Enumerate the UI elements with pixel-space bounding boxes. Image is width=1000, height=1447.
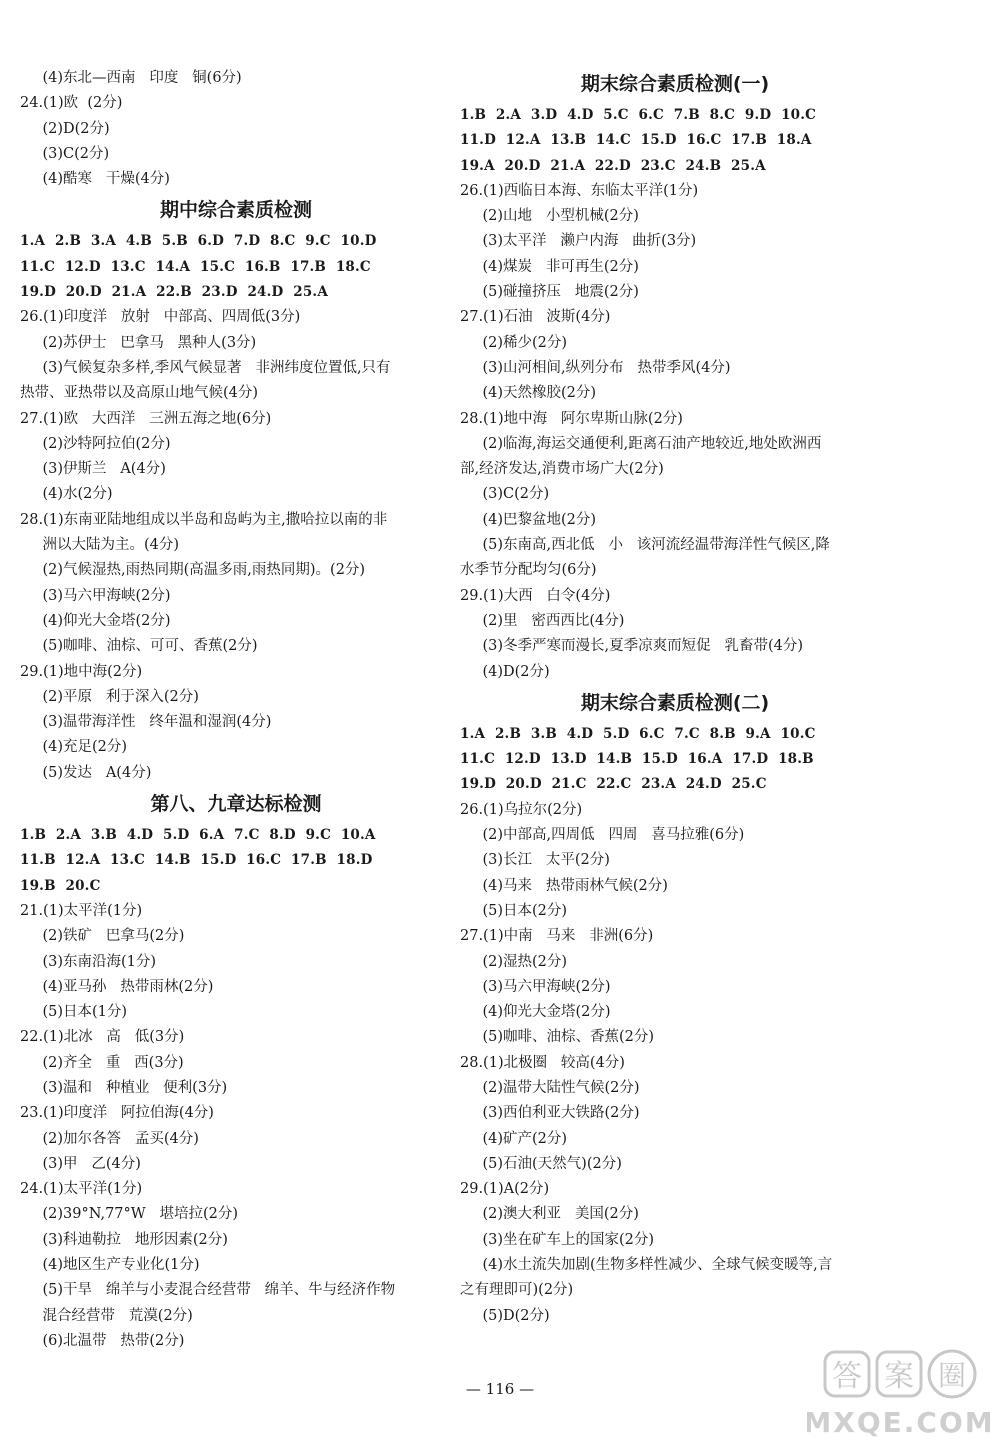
answer-key-row: 1.B 2.A 3.D 4.D 5.C 6.C 7.B 8.C 9.D 10.C — [460, 107, 817, 123]
watermark-graphic — [807, 1346, 992, 1441]
answer-line: (5)日本(1分) — [42, 1004, 128, 1021]
answer-line: (2)齐全 重 西(3分) — [42, 1054, 184, 1071]
question-line: 28.(1)北极圈 较高(4分) — [460, 1054, 625, 1071]
answer-key-row: 1.B 2.A 3.B 4.D 5.D 6.A 7.C 8.D 9.C 10.A — [20, 827, 376, 844]
question-line: 热带、亚热带以及高原山地气候(4分) — [20, 385, 259, 402]
question-line: 22.(1)北冰 高 低(3分) — [20, 1029, 185, 1046]
question-line: 29.(1)大西 白令(4分) — [460, 587, 611, 604]
answer-line: (5)日本(2分) — [482, 902, 568, 919]
answer-line: (6)北温带 热带(2分) — [42, 1332, 185, 1349]
question-line: 26.(1)乌拉尔(2分) — [460, 801, 583, 818]
answer-line: (3)伊斯兰 A(4分) — [42, 461, 166, 478]
question-line: 28.(1)地中海 阿尔卑斯山脉(2分) — [460, 410, 683, 427]
answer-line: (3)温和 种植业 便利(3分) — [42, 1079, 228, 1096]
question-line: 26.(1)西临日本海、东临太平洋(1分) — [460, 182, 699, 199]
answer-line: (2)苏伊士 巴拿马 黑种人(3分) — [42, 334, 257, 351]
answer-line: (5)碰撞挤压 地震(2分) — [482, 284, 639, 301]
question-line: 24.(1)欧 (2分) — [20, 95, 123, 112]
answer-line: (4)巴黎盆地(2分) — [482, 511, 597, 528]
question-line: 27.(1)中南 马来 非洲(6分) — [460, 928, 654, 945]
question-line: 21.(1)太平洋(1分) — [20, 902, 143, 919]
answer-key-row: 1.A 2.B 3.A 4.B 5.B 6.D 7.D 8.C 9.C 10.D — [20, 233, 377, 250]
answer-line: (3)长江 太平(2分) — [482, 852, 610, 869]
answer-line: (5)咖啡、油棕、可可、香蕉(2分) — [42, 638, 258, 655]
question-line: 部,经济发达,消费市场广大(2分) — [460, 461, 664, 478]
answer-line: (2)山地 小型机械(2分) — [482, 208, 639, 225]
answer-line: (4)水(2分) — [42, 486, 113, 503]
answer-line: (2)温带大陆性气候(2分) — [482, 1079, 640, 1096]
answer-line: (4)充足(2分) — [42, 739, 128, 756]
answer-line: (2)铁矿 巴拿马(2分) — [42, 928, 185, 945]
svg-text:答: 答 — [832, 1359, 862, 1394]
answer-line: (2)里 密西西比(4分) — [482, 612, 625, 629]
answer-key-row: 19.D 20.D 21.A 22.B 23.D 24.D 25.A — [20, 284, 328, 301]
question-line: 24.(1)太平洋(1分) — [20, 1181, 143, 1198]
answer-line: (3)山河相间,纵列分布 热带季风(4分) — [482, 359, 731, 376]
answer-line: (3)东南沿海(1分) — [42, 953, 157, 970]
section-title: 期末综合素质检测(一) — [580, 73, 770, 95]
section-title: 期中综合素质检测 — [159, 199, 312, 222]
answer-line: (4)煤炭 非可再生(2分) — [482, 258, 639, 275]
question-line: 29.(1)地中海(2分) — [20, 663, 143, 680]
answer-line: (2)临海,海运交通便利,距离石油产地较近,地处欧洲西 — [482, 435, 822, 452]
answer-key-row: 19.B 20.C — [20, 877, 101, 894]
answer-key-row: 19.D 20.D 21.C 22.C 23.A 24.D 25.C — [460, 776, 767, 793]
answer-line: (2)39°N,77°W 堪培拉(2分) — [42, 1206, 239, 1223]
answer-line: (3)温带海洋性 终年温和湿润(4分) — [42, 714, 272, 731]
answer-key-row: 19.A 20.D 21.A 22.D 23.C 24.B 25.A — [460, 157, 766, 174]
answer-line: 混合经营带 荒漠(2分) — [42, 1307, 193, 1324]
answer-line: (4)地区生产专业化(1分) — [42, 1257, 200, 1274]
answer-line: (3)坐在矿车上的国家(2分) — [482, 1231, 655, 1248]
answer-line: (2)湿热(2分) — [482, 953, 568, 970]
answer-line: (5)干旱 绵羊与小麦混合经营带 绵羊、牛与经济作物 — [42, 1282, 396, 1299]
answer-line: (2)澳大利亚 美国(2分) — [482, 1206, 639, 1223]
right-column — [460, 66, 890, 1329]
left-column — [20, 66, 452, 1354]
answer-line: (3)C(2分) — [42, 145, 110, 162]
answer-line: (5)咖啡、油棕、香蕉(2分) — [482, 1029, 655, 1046]
answer-line: (4)矿产(2分) — [482, 1130, 568, 1147]
question-line: 27.(1)石油 波斯(4分) — [460, 309, 611, 326]
question-line: 28.(1)东南亚陆地组成以半岛和岛屿为主,撒哈拉以南的非 — [20, 511, 388, 528]
answer-line: (4)亚马孙 热带雨林(2分) — [42, 978, 214, 995]
answer-line: (3)甲 乙(4分) — [42, 1155, 141, 1172]
question-line: 27.(1)欧 大西洋 三洲五海之地(6分) — [20, 410, 272, 427]
answer-line: (5)发达 A(4分) — [42, 764, 152, 781]
answer-line: (4)仰光大金塔(2分) — [42, 612, 171, 629]
answer-line: 洲以大陆为主。(4分) — [42, 537, 180, 554]
answer-key-row: 11.B 12.A 13.C 14.B 15.D 16.C 17.B 18.D — [20, 852, 373, 869]
answer-line: (2)气候湿热,雨热同期(高温多雨,雨热同期)。(2分) — [42, 562, 366, 579]
answer-line: (4)酷寒 干燥(4分) — [42, 171, 170, 188]
question-line: 之有理即可)(2分) — [460, 1282, 574, 1299]
question-line: 26.(1)印度洋 放射 中部高、四周低(3分) — [20, 309, 301, 326]
answer-line: (3)马六甲海峡(2分) — [482, 978, 611, 995]
answer-line: (4)水土流失加剧(生物多样性减少、全球气候变暖等,言 — [482, 1257, 833, 1274]
svg-text:MXQE.COM: MXQE.COM — [807, 1406, 992, 1439]
answer-line: (3)冬季严寒而漫长,夏季凉爽而短促 乳畜带(4分) — [482, 638, 803, 655]
answer-line: (4)D(2分) — [482, 663, 550, 680]
section-title: 期末综合素质检测(二) — [580, 691, 770, 714]
answer-line: (5)东南高,西北低 小 该河流经温带海洋性气候区,降 — [482, 537, 830, 554]
answer-key-row: 11.C 12.D 13.C 14.A 15.C 16.B 17.B 18.C — [20, 258, 371, 275]
question-line: 23.(1)印度洋 阿拉伯海(4分) — [20, 1105, 214, 1122]
page-number: — 116 — — [465, 1380, 535, 1398]
answer-line: (3)西伯利亚大铁路(2分) — [482, 1105, 640, 1122]
answer-line: (4)马来 热带雨林气候(2分) — [482, 877, 668, 894]
answer-line: (3)马六甲海峡(2分) — [42, 587, 171, 604]
answer-line: (3)科迪勒拉 地形因素(2分) — [42, 1231, 228, 1248]
answer-key-row: 1.A 2.B 3.B 4.D 5.D 6.C 7.C 8.B 9.A 10.C — [460, 725, 816, 742]
answer-line: (4)东北—西南 印度 铜(6分) — [42, 70, 242, 86]
answer-key-row: 11.D 12.A 13.B 14.C 15.D 16.C 17.B 18.A — [460, 132, 812, 149]
answer-line: (5)石油(天然气)(2分) — [482, 1155, 622, 1172]
answer-line: (5)D(2分) — [482, 1307, 550, 1324]
question-line: 29.(1)A(2分) — [460, 1181, 550, 1198]
answer-line: (2)加尔各答 孟买(4分) — [42, 1130, 199, 1147]
answer-line: (2)稀少(2分) — [482, 334, 568, 351]
answer-line: (2)沙特阿拉伯(2分) — [42, 435, 171, 452]
answer-line: (2)D(2分) — [42, 120, 110, 137]
answer-line: (4)仰光大金塔(2分) — [482, 1004, 611, 1021]
section-title: 第八、九章达标检测 — [150, 793, 322, 816]
answer-line: (2)中部高,四周低 四周 喜马拉雅(6分) — [482, 827, 745, 844]
answer-line: (3)气候复杂多样,季风气候显著 非洲纬度位置低,只有 — [42, 359, 391, 376]
answer-line: (3)太平洋 濑户内海 曲折(3分) — [482, 233, 697, 250]
answer-line: (2)平原 利于深入(2分) — [42, 688, 199, 705]
answer-line: (3)C(2分) — [482, 486, 550, 503]
question-line: 水季节分配均匀(6分) — [460, 562, 597, 579]
svg-text:案: 案 — [884, 1359, 914, 1394]
watermark-logo — [807, 1346, 992, 1441]
answer-line: (4)天然橡胶(2分) — [482, 385, 597, 402]
svg-text:圈: 圈 — [937, 1359, 967, 1392]
answer-key-row: 11.C 12.D 13.D 14.B 15.D 16.A 17.D 18.B — [460, 751, 814, 768]
